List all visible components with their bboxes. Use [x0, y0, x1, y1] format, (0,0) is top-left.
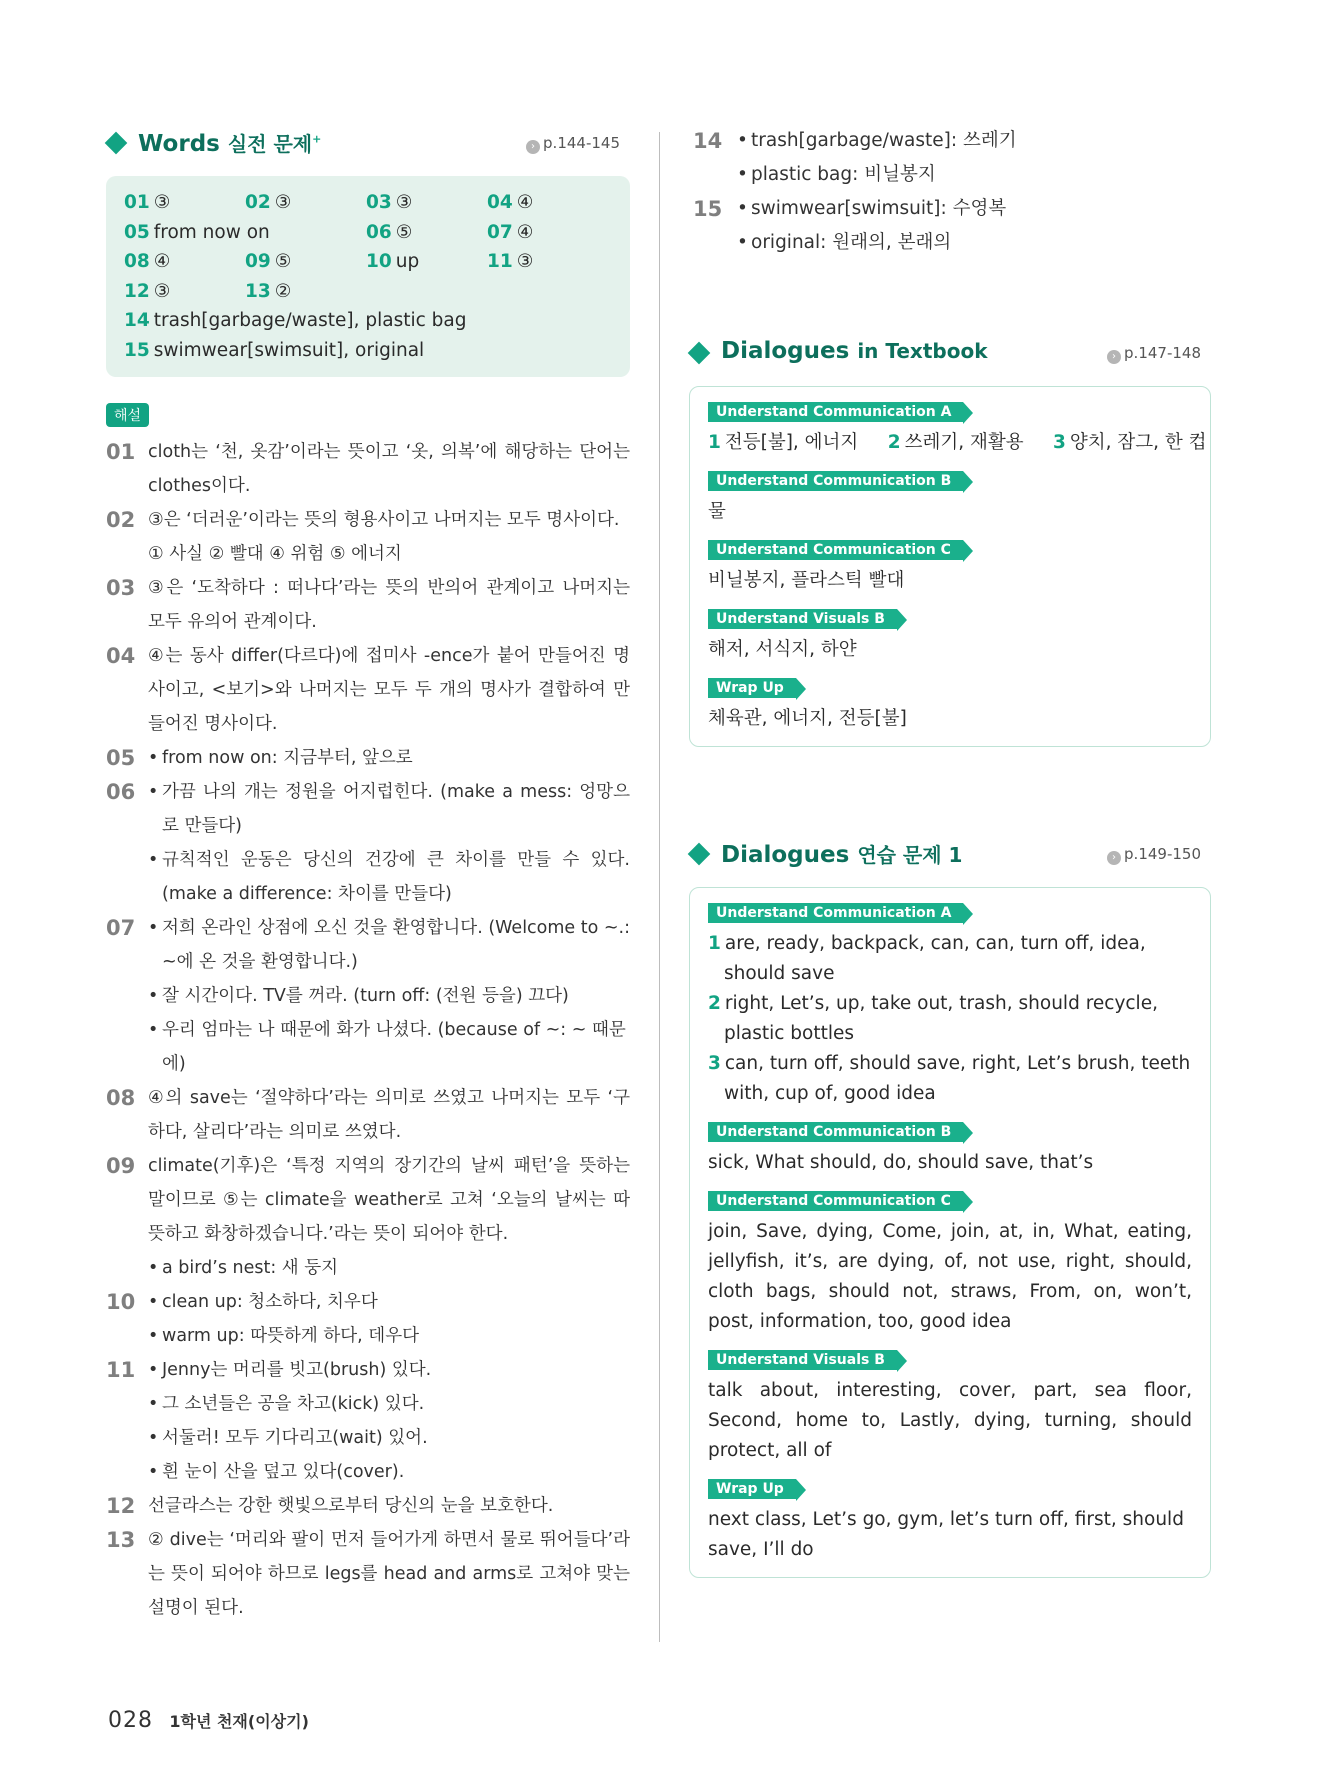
explanation-item: 10 • clean up: 청소하다, 치우다 • warm up: 따뜻하게 하다, 데우다	[106, 1290, 420, 1346]
section-label: Understand Communication B	[708, 1122, 963, 1142]
words-title: Words 실전 문제+	[138, 131, 322, 157]
arrow-right-icon: ›	[1107, 350, 1121, 364]
answer-grid-row-1: 01 ③ 02 ③ 03 ③ 04 ④	[124, 192, 534, 213]
arrow-right-icon: ›	[1107, 851, 1121, 865]
explanation-item: 02 ③은 ‘더러운’이라는 뜻의 형용사이고 나머지는 모두 명사이다. ① 사실 ② 빨대 ④ 위험 ⑤ 에너지	[106, 508, 620, 564]
arrow-right-icon: ›	[526, 140, 540, 154]
section-label: Wrap Up	[708, 678, 796, 698]
section-label: Understand Visuals B	[708, 1350, 897, 1370]
dlg-block-a: Understand Communication A 1 전등[불], 에너지 2 쓰레기, 재활용 3 양치, 잠그, 한 컵	[708, 404, 1207, 453]
section-label: Understand Communication C	[708, 540, 963, 560]
explanation-item: 12 선글라스는 강한 햇빛으로부터 당신의 눈을 보호한다.	[106, 1494, 554, 1518]
words-page-ref: › p.144-145	[526, 134, 620, 154]
section-label: Understand Communication A	[708, 402, 963, 422]
diamond-icon	[105, 132, 128, 155]
explanation-item: 06 • 가끔 나의 개는 정원을 어지럽힌다. (make a mess: 엉망으로 만들다) • 규칙적인 운동은 당신의 건강에 큰 차이를 만들 수 있다. (make a difference: 차이를 만들다)	[106, 780, 630, 904]
section-label: Understand Communication C	[708, 1191, 963, 1211]
dlg-block-wrap-up: Wrap Up 체육관, 에너지, 전등[불]	[708, 680, 907, 729]
page-number: 028	[108, 1708, 153, 1733]
section-label: Understand Communication B	[708, 471, 963, 491]
vocab-item: 15 • swimwear[swimsuit]: 수영복 • original: 원래의, 본래의	[693, 197, 1007, 253]
prac-block-wrap-up: Wrap Up next class, Let’s go, gym, let’s turn off, first, should save, I’ll do	[708, 1481, 1184, 1560]
explanation-item: 04 ④는 동사 differ(다르다)에 접미사 -ence가 붙어 만들어진 명사이고, <보기>와 나머지는 모두 두 개의 명사가 결합하여 만들어진 명사이다.	[106, 644, 630, 734]
section-label: Understand Visuals B	[708, 609, 897, 629]
right-column	[689, 128, 1211, 1578]
diamond-icon	[688, 342, 711, 365]
dlg-block-visuals-b: Understand Visuals B 해저, 서식지, 하얀	[708, 608, 1192, 665]
prac-block-c: Understand Communication C join, Save, dying, Come, join, at, in, What, eating, jellyfish, it’s, are dying, of, not use, right, should, cloth bags, should not, straws, From, on, won’t, post, information, too, good idea	[708, 1193, 1192, 1332]
dialogues-textbook-page-ref: › p.147-148	[1107, 344, 1201, 364]
dialogues-practice-title: Dialogues 연습 문제 1	[721, 842, 963, 868]
column-divider	[659, 132, 660, 1642]
words-section-header	[106, 128, 630, 162]
explanation-list	[106, 435, 630, 1625]
dialogues-practice-header	[689, 839, 1211, 873]
dialogues-practice-page-ref: › p.149-150	[1107, 845, 1201, 865]
explanation-item: 13 ② dive는 ‘머리와 팔이 먼저 들어가게 하면서 물로 뛰어들다’라는 뜻이 되어야 하므로 legs를 head and arms로 고쳐야 맞는 설명이 된다.	[106, 1528, 630, 1618]
explanation-item: 09 climate(기후)은 ‘특정 지역의 장기간의 날씨 패턴’을 뜻하는 말이므로 ⑤는 climate을 weather로 고쳐 ‘오늘의 날씨는 따뜻하고 화창하겠습니다.’라는 뜻이 되어야 한다. • a bird’s nest: 새 둥지	[106, 1154, 630, 1278]
explanation-item: 07 • 저희 온라인 상점에 오신 것을 환영합니다. (Welcome to ~.: ~에 온 것을 환영합니다.) • 잘 시간이다. TV를 꺼라. (turn off: (전원 등을) 끄다) • 우리 엄마는 나 때문에 화가 나셨다. (because of ~: ~ 때문에)	[106, 916, 631, 1074]
explanation-item: 08 ④의 save는 ‘절약하다’라는 의미로 쓰였고 나머지는 모두 ‘구하다, 살리다’라는 의미로 쓰였다.	[106, 1086, 630, 1142]
page-footer	[108, 1708, 309, 1733]
answer-14: 14 trash[garbage/waste], plastic bag	[124, 310, 467, 331]
prac-block-visuals-b: Understand Visuals B talk about, interesting, cover, part, sea floor, Second, home to, Lastly, dying, turning, should protect, all of	[708, 1352, 1192, 1461]
explanation-item: 03 ③은 ‘도착하다 : 떠나다’라는 뜻의 반의어 관계이고 나머지는 모두 유의어 관계이다.	[106, 576, 630, 632]
dialogues-practice-box	[689, 887, 1211, 1578]
book-title: 1학년 천재(이상기)	[169, 1712, 309, 1731]
prac-block-b: Understand Communication B sick, What should, do, should save, that’s	[708, 1124, 1094, 1173]
diamond-icon	[688, 843, 711, 866]
dialogues-textbook-box	[689, 386, 1211, 747]
explanation-item: 11 • Jenny는 머리를 빗고(brush) 있다. • 그 소년들은 공을 차고(kick) 있다. • 서둘러! 모두 기다리고(wait) 있어. • 흰 눈이 산을 덮고 있다(cover).	[106, 1358, 432, 1482]
answer-grid-row-4: 12 ③ 13 ②	[124, 280, 292, 302]
dialogues-textbook-title: Dialogues in Textbook	[721, 338, 988, 364]
section-label: Wrap Up	[708, 1479, 796, 1499]
explanation-item: 05 • from now on: 지금부터, 앞으로	[106, 746, 413, 770]
answer-grid-row-3: 08 ④ 09 ⑤ 10 up 11 ③	[124, 251, 534, 272]
answer-box	[106, 176, 630, 377]
answer-grid-row-2: 05 from now on 06 ⑤ 07 ④	[124, 221, 534, 243]
prac-block-a: Understand Communication A 1 are, ready, backpack, can, can, turn off, idea, should save 2 right, Let’s, up, take out, trash, should recycle, plastic bottles 3 can, turn off, should save, right, Let’s brush, teeth with, cup of, good idea	[708, 905, 1191, 1104]
vocab-item: 14 • trash[garbage/waste]: 쓰레기 • plastic bag: 비닐봉지	[693, 129, 1017, 185]
left-column	[106, 128, 630, 1625]
dlg-block-c: Understand Communication C 비닐봉지, 플라스틱 빨대	[708, 539, 1192, 596]
section-label: Understand Communication A	[708, 903, 963, 923]
explanation-badge: 해설	[106, 403, 149, 427]
answer-15: 15 swimwear[swimsuit], original	[124, 339, 425, 361]
vocab-list	[689, 124, 1211, 260]
explanation-item: 01 cloth는 ‘천, 옷감’이라는 뜻이고 ‘옷, 의복’에 해당하는 단어는 clothes이다.	[106, 440, 630, 496]
dialogues-textbook-header	[689, 338, 1211, 372]
dlg-block-b: Understand Communication B 물	[708, 470, 1192, 527]
